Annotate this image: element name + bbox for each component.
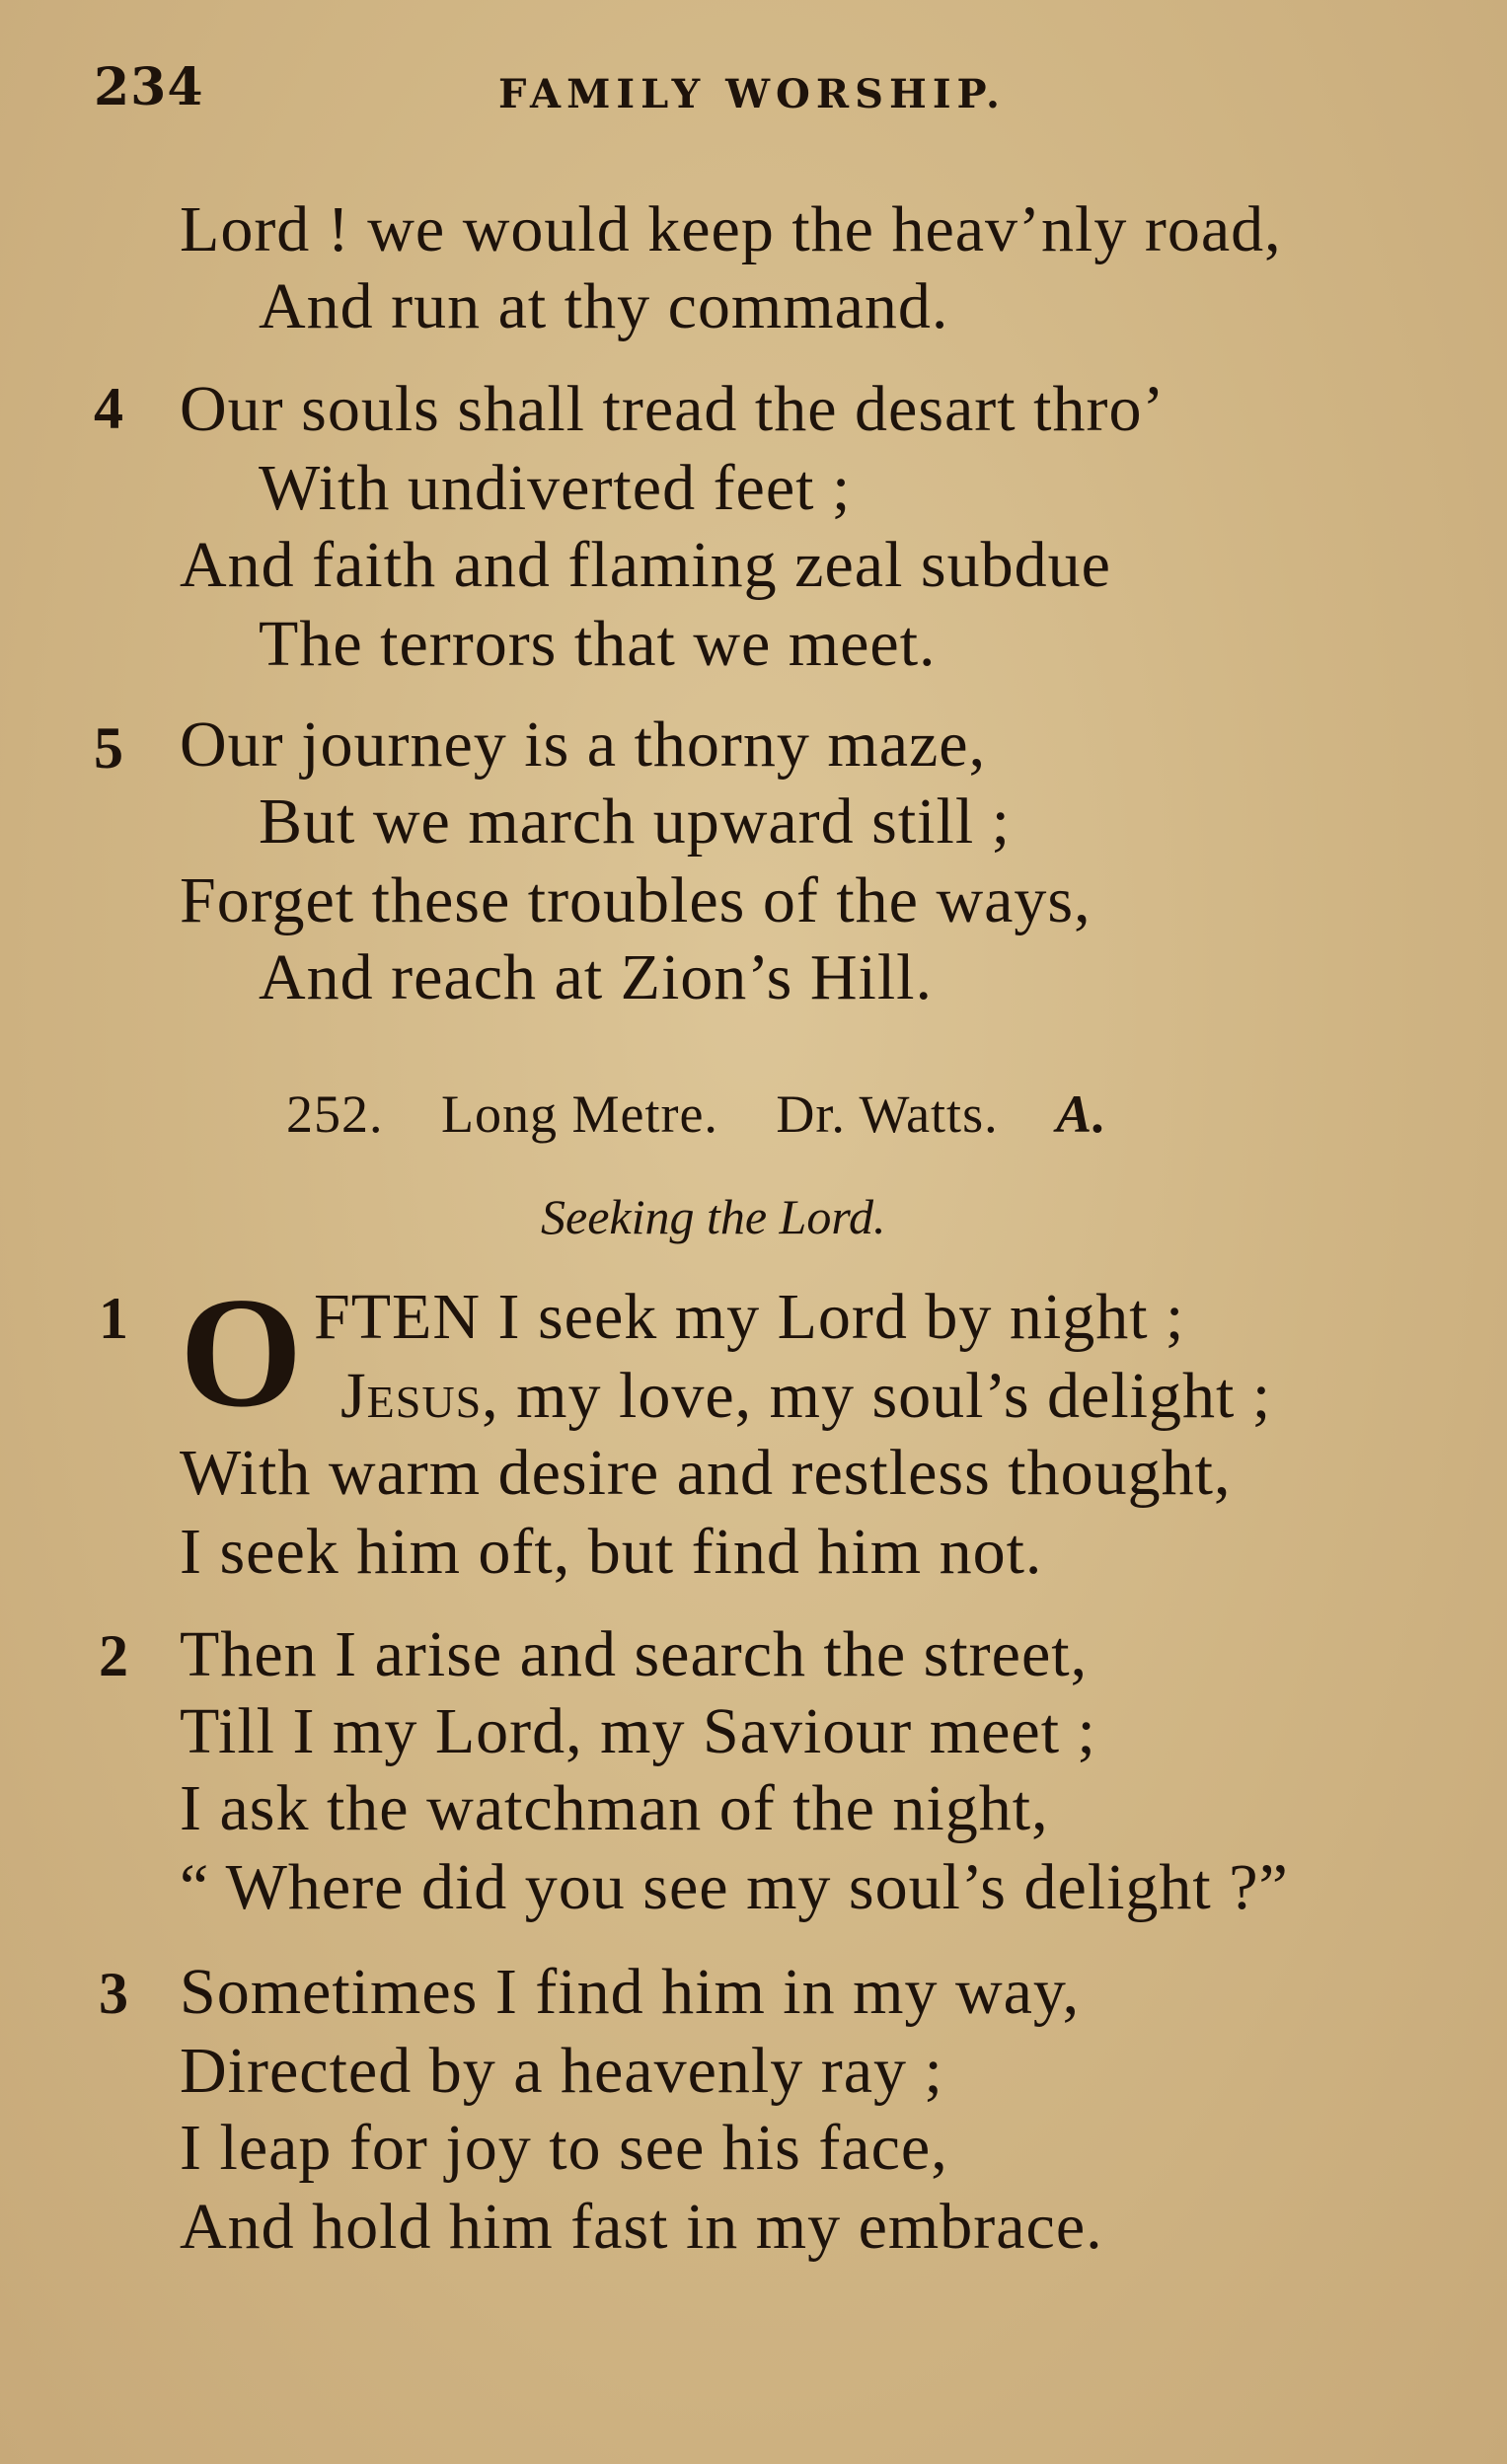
verse-line-rest: my love, my soul’s delight ; (498, 1360, 1272, 1432)
verse-number: 3 (99, 1961, 128, 2026)
name-small-caps: Jesus, (340, 1360, 499, 1432)
verse-line: Till I my Lord, my Saviour meet ; (180, 1695, 1096, 1767)
verse-number: 2 (99, 1623, 128, 1688)
verse-line: I ask the watchman of the night, (180, 1772, 1049, 1844)
running-head: FAMILY WORSHIP. (498, 71, 1006, 117)
verse-line: FTEN I seek my Lord by night ; (314, 1281, 1185, 1353)
verse-line: I seek him oft, but find him not. (180, 1516, 1043, 1588)
drop-cap: O (180, 1264, 303, 1440)
verse-number: 1 (99, 1286, 128, 1351)
hymn-metre: Long Metre. (441, 1084, 718, 1144)
verse-line: But we march upward still ; (259, 785, 1012, 858)
verse-line: And hold him fast in my embrace. (180, 2191, 1103, 2263)
verse-line: The terrors that we meet. (259, 608, 937, 680)
verse-line: With warm desire and restless thought, (180, 1437, 1232, 1509)
verse-number: 4 (94, 376, 123, 441)
verse-line: I leap for joy to see his face, (180, 2112, 948, 2184)
verse-line: With undiverted feet ; (259, 452, 852, 524)
verse-line: Sometimes I find him in my way, (180, 1956, 1081, 2028)
verse-line: Our journey is a thorny maze, (180, 709, 987, 781)
verse-line: Directed by a heavenly ray ; (180, 2035, 943, 2107)
verse-line: Forget these troubles of the ways, (180, 864, 1092, 936)
verse-line: Our souls shall tread the desart thro’ (180, 373, 1166, 445)
hymn-author: Dr. Watts. (776, 1084, 999, 1144)
verse-line: Then I arise and search the street, (180, 1618, 1089, 1690)
verse-line (340, 1360, 1272, 1432)
verse-line: “ Where did you see my soul’s delight ?” (180, 1851, 1289, 1923)
verse-line: And faith and flaming zeal subdue (180, 529, 1111, 601)
verse-number: 5 (94, 715, 123, 781)
verse-line: And run at thy command. (259, 270, 949, 342)
hymn-heading (286, 1084, 1107, 1144)
page-header (0, 57, 1507, 116)
verse-line: And reach at Zion’s Hill. (259, 941, 934, 1013)
page-number: 234 (94, 57, 204, 117)
hymn-subtitle: Seeking the Lord. (541, 1189, 886, 1244)
hymn-tune-mark: A. (1056, 1084, 1107, 1144)
verse-line: Lord ! we would keep the heav’nly road, (180, 193, 1282, 265)
hymn-number: 252. (286, 1084, 384, 1144)
